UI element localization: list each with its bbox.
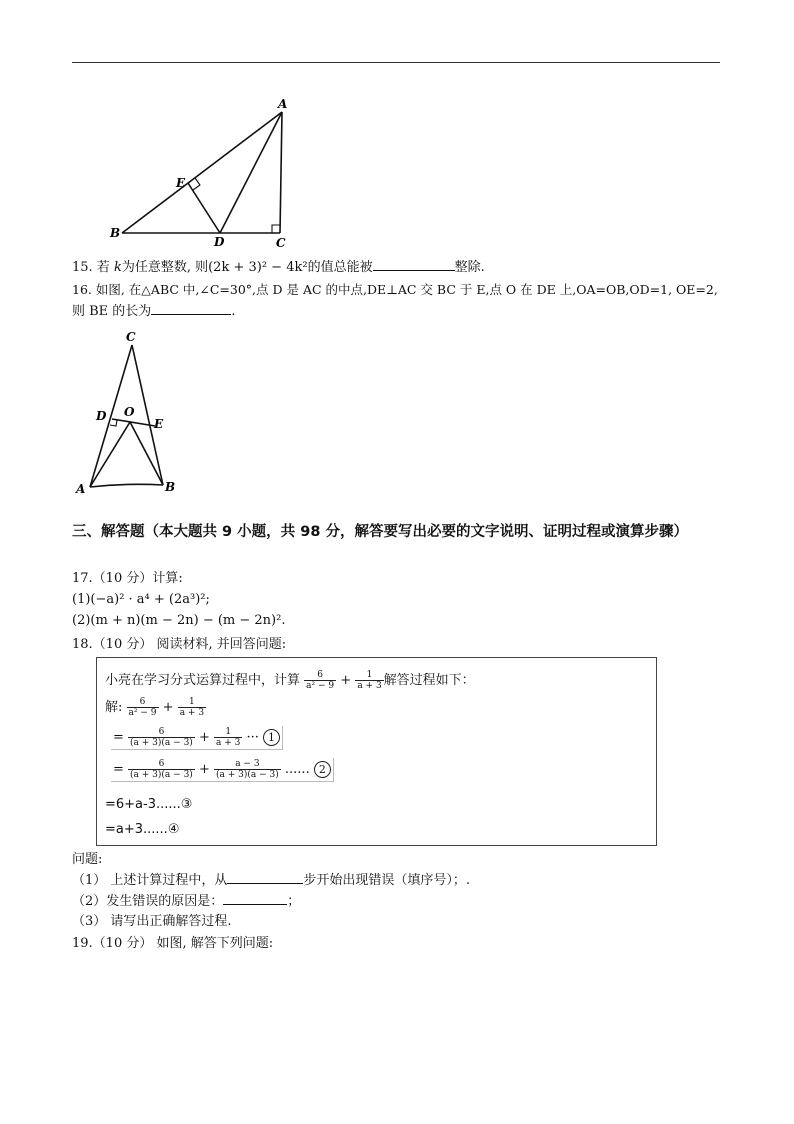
step-marker-2: 2 — [314, 761, 331, 778]
question-16-line2: 则 BE 的长为 . — [72, 304, 236, 319]
questions-label: 问题: — [72, 852, 103, 867]
question-15: 15. 若 k为任意整数, 则(2k + 3)² − 4k²的值总能被 整除. — [72, 260, 485, 275]
figure-triangle-abc-2 — [70, 325, 190, 500]
label-D: D — [214, 235, 225, 249]
label-B: B — [165, 480, 176, 494]
label-E: E — [154, 417, 164, 431]
fraction: $\frac{1}{a + 3}$ — [179, 697, 205, 718]
question-17-item2: (2)(m + n)(m − 2n) − (m − 2n)². — [72, 613, 286, 628]
fraction: $\frac{1}{a + 3}$ — [357, 670, 382, 691]
box-solve: 解: $\frac{6}{\text{a² − 9}}$ + $\frac{1}{a + 3}$ — [105, 697, 205, 718]
box-step-3: =6+a-3......③ — [105, 797, 193, 812]
fraction: $\frac{6}{(a + 3)(a - 3)}$ — [130, 727, 193, 748]
question-16-line1: 16. 如图, 在△ABC 中,∠C=30°,点 D 是 AC 的中点,DE⊥AC 交 BC 于 E,点 O 在 DE 上,OA=OB,OD=1, OE=2, — [72, 282, 718, 297]
box-step-1: = $\frac{6}{(a + 3)(a - 3)}$ + $\frac{1}{a + 3}$ ··· 1 — [111, 726, 283, 750]
fraction: $\frac{6}{\text{a² − 9}}$ — [306, 670, 335, 691]
step-marker-1: 1 — [263, 729, 280, 746]
q18-sub2-blank[interactable] — [223, 892, 287, 905]
question-19-head: 19.（10 分） 如图, 解答下列问题: — [72, 936, 274, 951]
fraction: $\frac{a - 3}{(a + 3)(a - 3)}$ — [216, 759, 279, 780]
label-E: E — [176, 176, 186, 190]
box-step-2: = $\frac{6}{(a + 3)(a - 3)}$ + $\frac{a - 3}{(a + 3)(a - 3)}$ ...... 2 — [111, 758, 334, 782]
section-3-title: 三、解答题（本大题共 9 小题，共 98 分，解答要写出必要的文字说明、证明过程或演算步骤） — [72, 524, 688, 540]
box-intro: 小亮在学习分式运算过程中，计算 $\frac{6}{\text{a² − 9}}$ + $\frac{1}{a + 3}$ 解答过程如下： — [105, 670, 475, 691]
fraction: $\frac{6}{(a + 3)(a - 3)}$ — [130, 759, 193, 780]
label-A: A — [278, 97, 288, 111]
question-18-sub1: （1） 上述计算过程中，从 步开始出现错误（填序号）；. — [72, 873, 471, 888]
figure-triangle-abc-1 — [100, 95, 300, 250]
question-18-sub3: （3） 请写出正确解答过程. — [72, 914, 232, 929]
fraction: $\frac{6}{\text{a² − 9}}$ — [128, 697, 157, 718]
q15-answer-blank[interactable] — [373, 258, 455, 271]
label-D: D — [96, 409, 107, 423]
box-step-4: =a+3......④ — [105, 822, 180, 837]
header-rule — [72, 62, 720, 63]
label-C: C — [126, 330, 136, 344]
label-C: C — [276, 236, 286, 250]
question-18-sub2: （2）发生错误的原因是： ； — [72, 894, 301, 909]
question-18-head: 18.（10 分） 阅读材料, 并回答问题: — [72, 637, 287, 652]
q18-sub1-blank[interactable] — [227, 871, 303, 884]
reading-material-box — [96, 657, 657, 846]
question-17-item1: (1)(−a)² · a⁴ + (2a³)²; — [72, 592, 210, 607]
label-O: O — [124, 405, 135, 419]
q16-answer-blank[interactable] — [151, 302, 231, 315]
label-A: A — [76, 482, 86, 496]
q15-expression: (2k + 3)² − 4k² — [208, 260, 308, 275]
fraction: $\frac{1}{a + 3}$ — [216, 727, 241, 748]
question-17-head: 17.（10 分）计算: — [72, 571, 183, 586]
label-B: B — [110, 226, 121, 240]
